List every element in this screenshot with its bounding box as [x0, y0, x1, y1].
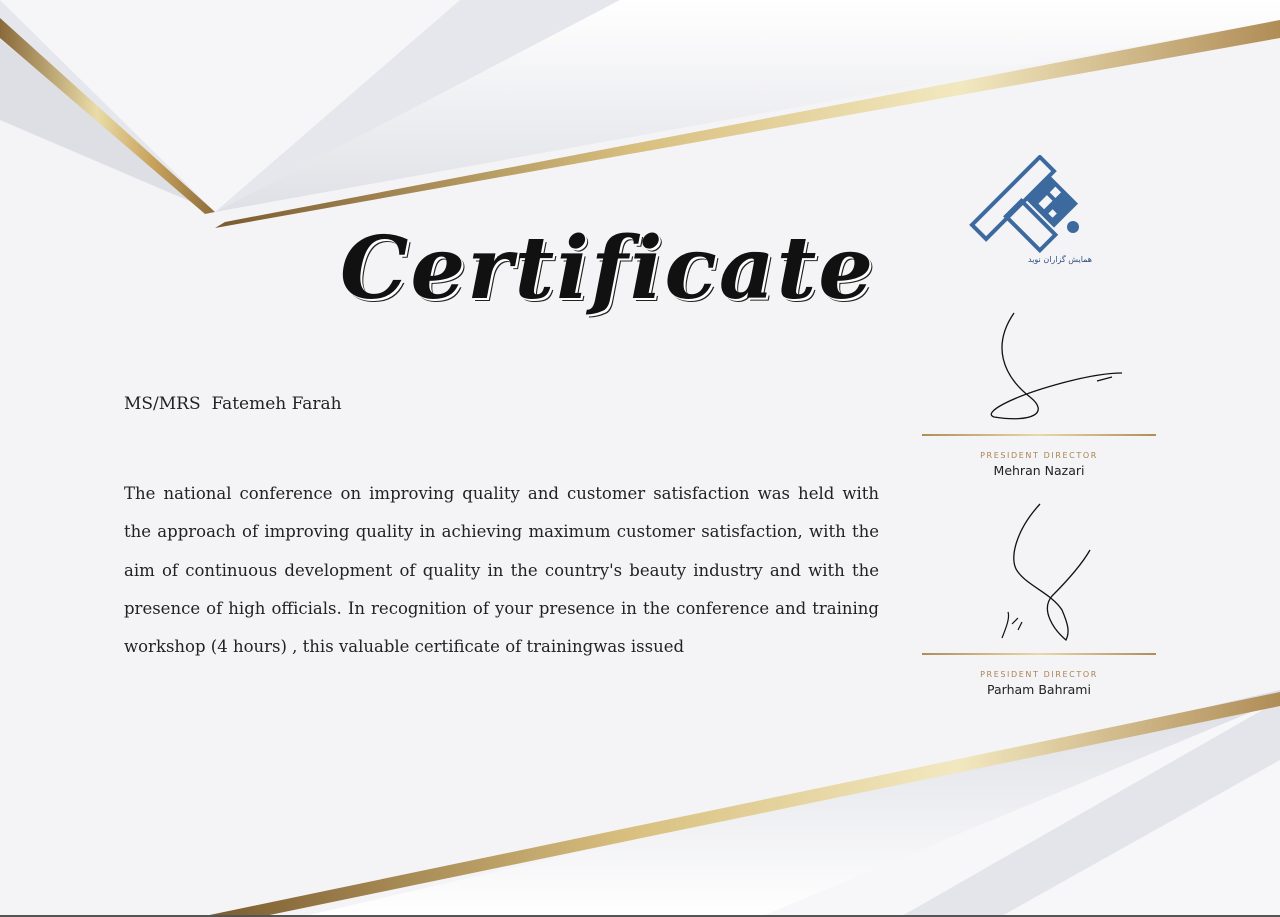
logo-caption: همایش گزاران نوید: [1028, 255, 1092, 264]
signature-block-2: [922, 500, 1156, 705]
signature-1-icon: [922, 305, 1156, 430]
certificate-title: Certificate: [340, 218, 876, 319]
signature-2-icon: [922, 500, 1156, 650]
signature-block-1: [922, 305, 1156, 490]
certificate-body: The national conference on improving quality and customer satisfaction was held with the approach of improving quality in achieving maximum customer satisfaction, with the aim of continuous development of quality in the country's beauty industry and with the presence of high officials. In recognition of your presence in the conference and training workshop (4 hours) , this valuable certificate of trainingwas issued: [124, 484, 879, 657]
signatory-name: Mehran Nazari: [993, 463, 1085, 478]
organizer-logo-icon: [955, 155, 1095, 270]
signatory-role: PRESIDENT DIRECTOR: [980, 451, 1098, 460]
signatory-name: Parham Bahrami: [987, 682, 1091, 697]
signatory-role: PRESIDENT DIRECTOR: [980, 670, 1098, 679]
recipient-name: MS/MRS Fatemeh Farah: [124, 394, 342, 414]
